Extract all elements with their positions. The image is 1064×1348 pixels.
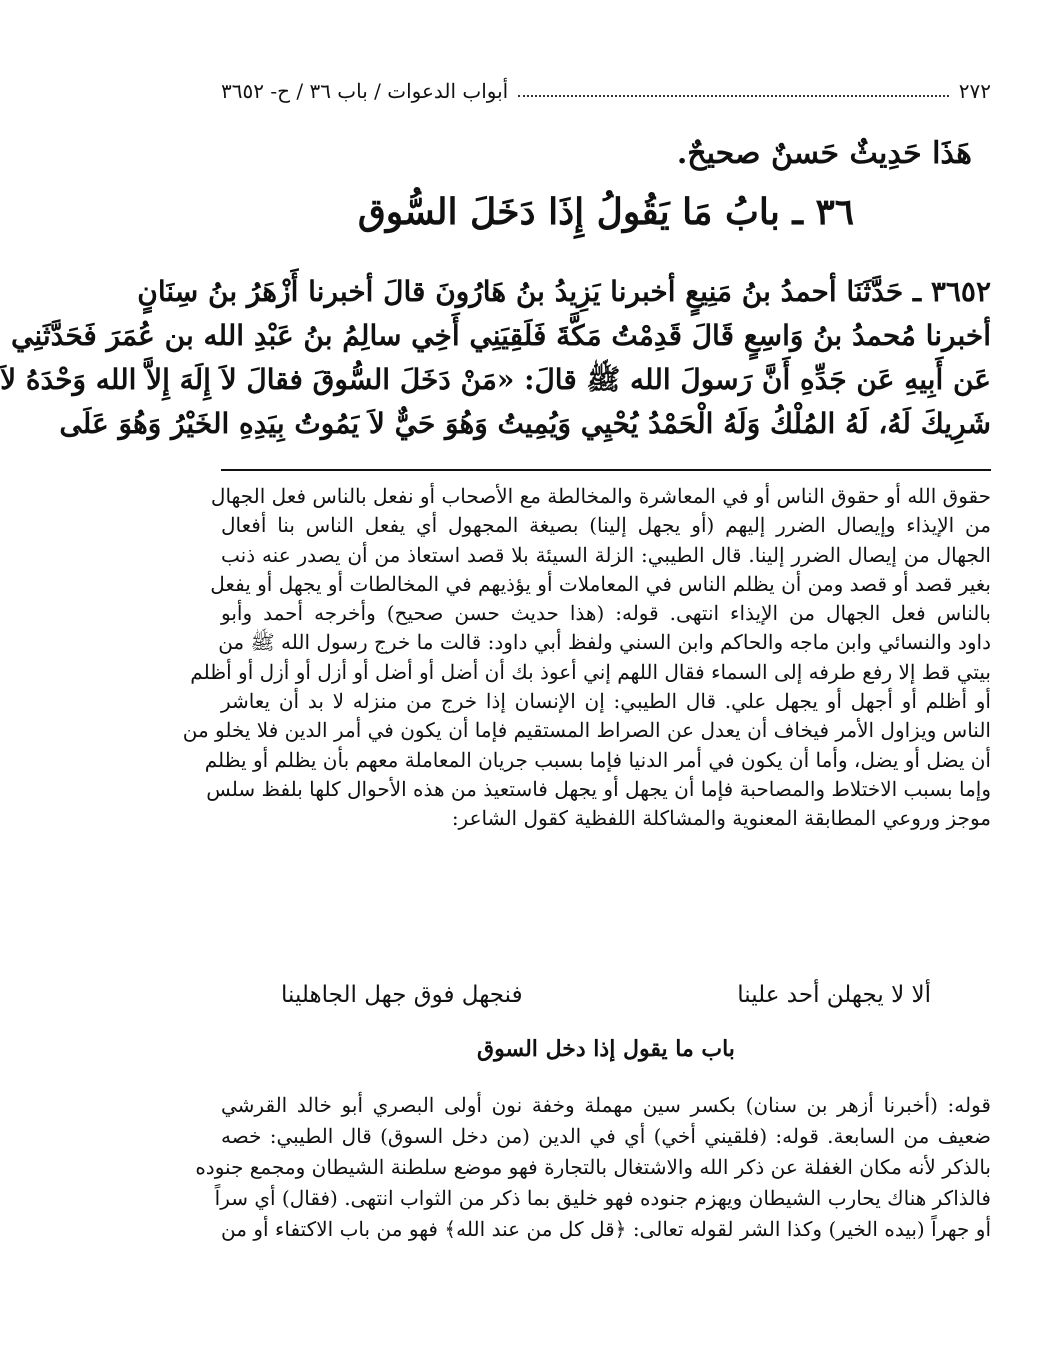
commentary-line: فالذاكر هناك يحارب الشيطان ويهزم جنوده فهو خليق بما ذكر من الثواب انتهى. (فقال) أي سراً	[214, 1186, 991, 1210]
poem-second-hemistich: فنجهل فوق جهل الجاهلينا	[281, 982, 523, 1008]
commentary-line: وإما بسبب الاختلاط والمصاحبة فإما أن يجهل أو يجهل فاستعيذ من هذه الأحوال كلها بلفظ سلس	[206, 776, 991, 801]
footnote-divider	[221, 469, 991, 471]
commentary-line: ضعيف من السابعة. قوله: (فلقيني أخي) أي في الدين (من دخل السوق) قال الطيبي: خصه	[221, 1124, 991, 1148]
hadith-line: ٣٦٥٢ ـ حَدَّثَنَا أحمدُ بنُ مَنِيعٍ أخبرنا يَزِيدُ بنُ هَارُونَ قالَ أخبرنا أَزْهَرُ بنُ سِنَانٍ	[137, 275, 991, 308]
leader-dots	[518, 95, 949, 97]
commentary-line: داود والنسائي وابن ماجه والحاكم وابن السني ولفظ أبي داود: قالت ما خرج رسول الله ﷺ من	[218, 630, 991, 655]
commentary-line: بالذكر لأنه مكان الغفلة عن ذكر الله والاشتغال بالتجارة فهو موضع سلطنة الشيطان ومجمع جنوده	[195, 1155, 991, 1179]
commentary-line: أن يضل أو يضل، وأما أن يكون في أمر الدنيا فإما بسبب جريان المعاملة معهم بأن يظلم أو يظلم	[204, 747, 991, 772]
hadith-line: شَرِيكَ لَهُ، لَهُ المُلْكُ وَلَهُ الْحَمْدُ يُحْيِي وَيُمِيتُ وَهُوَ حَيٌّ لاَ يَمُوتُ بِيَدِهِ الخَيْرُ وَهُوَ عَلَى	[59, 407, 991, 440]
running-head	[221, 74, 991, 108]
poem-first-hemistich: ألا لا يجهلن أحد علينا	[737, 982, 931, 1008]
commentary-line: من الإيذاء وإيصال الضرر إليهم (أو يجهل إلينا) بصيغة المجهول أي يفعل الناس بنا أفعال	[221, 513, 991, 538]
chapter-title: ٣٦ ـ بابُ مَا يَقُولُ إِذَا دَخَلَ السُّوق	[357, 191, 855, 233]
poem-verse	[221, 980, 991, 1018]
commentary-line: الناس ويزاول الأمر فيخاف أن يعدل عن الصراط المستقيم فإما أن يكون في أمر الدين فلا يخلو من	[182, 718, 991, 743]
commentary-line: بغير قصد أو قصد ومن أن يظلم الناس في المعاملات أو يؤذيهم في المخالطات أو يجهل أو يفعل	[210, 571, 991, 596]
page-number: ٢٧٢	[958, 79, 991, 103]
commentary-line: أو جهراً (بيده الخير) وكذا الشر لقوله تعالى: ﴿قل كل من عند الله﴾ فهو من باب الاكتفاء أو من	[221, 1217, 991, 1241]
commentary-line: بيتي قط إلا رفع طرفه إلى السماء فقال اللهم إني أعوذ بك أن أضل أو أضل أو أزل أو أزل أو أظلم	[190, 659, 991, 684]
commentary-line: بالناس فعل الجهال من الإيذاء انتهى. قوله: (هذا حديث حسن صحيح) وأخرجه أحمد وأبو	[221, 601, 991, 626]
commentary-line: حقوق الله أو حقوق الناس أو في المعاشرة والمخالطة مع الأصحاب أو نفعل بالناس فعل الجهال	[210, 484, 991, 508]
commentary-line: أو أظلم أو أجهل أو يجهل علي. قال الطيبي: إن الإنسان إذا خرج من منزله لا بد أن يعاشر	[221, 689, 991, 714]
commentary-block	[182, 482, 991, 834]
hadith-text	[0, 270, 991, 446]
commentary-line: موجز وروعي المطابقة المعنوية والمشاكلة اللفظية كقول الشاعر:	[451, 806, 991, 831]
hadith-grading-line: هَذَا حَدِيثٌ حَسنٌ صحيحٌ.	[676, 136, 972, 171]
commentary-line: الجهال من إيصال الضرر إلينا. قال الطيبي: الزلة السيئة بلا قصد استعاذ من أن يصدر عنه ذنب	[221, 542, 991, 567]
hadith-line: عَن أَبِيهِ عَن جَدِّهِ أَنَّ رَسولَ الله ﷺ قالَ: «مَنْ دَخَلَ السُّوقَ فقالَ لاَ إِلَهَ إِلاَّ الله وَحْدَهُ لاَ	[0, 363, 991, 396]
commentary-block-2	[195, 1090, 991, 1245]
commentary-line: قوله: (أخبرنا أزهر بن سنان) بكسر سين مهملة وخفة نون أولى البصري أبو خالد القرشي	[221, 1093, 991, 1117]
commentary-section-heading: باب ما يقول إذا دخل السوق	[477, 1036, 735, 1062]
hadith-line: أخبرنا مُحمدُ بنُ وَاسِعٍ قَالَ قَدِمْتُ مَكَّةَ فَلَقِيَنِي أَخِي سالِمُ بنُ عَبْدِ الله بن عُمَرَ فَحَدَّثَنِي	[11, 319, 991, 352]
running-head-section: أبواب الدعوات / باب ٣٦ / ح- ٣٦٥٢	[221, 79, 509, 103]
